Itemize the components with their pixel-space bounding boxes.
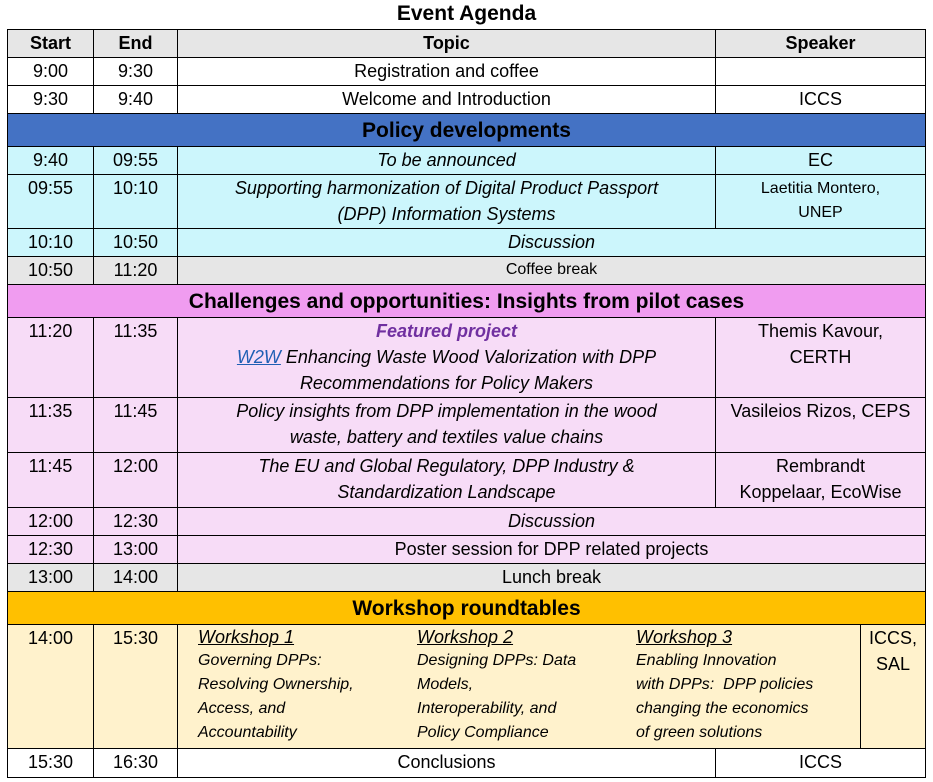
end-time: 9:40	[93, 85, 177, 113]
start-time: 11:35	[7, 397, 93, 452]
speaker-line: Laetitia Montero,	[760, 180, 881, 197]
start-time: 10:10	[7, 228, 93, 256]
topic-line: Policy insights from DPP implementation in the wood	[236, 401, 657, 421]
topic	[177, 452, 715, 507]
end-time: 09:55	[93, 146, 177, 174]
workshop-1-title[interactable]: Workshop 1	[198, 627, 295, 647]
speaker	[860, 624, 926, 748]
start-time: 9:40	[7, 146, 93, 174]
header-start: Start	[7, 29, 93, 57]
topic-line: (DPP) Information Systems	[337, 204, 556, 224]
table-row	[0, 507, 933, 535]
workshop-desc-line: Governing DPPs:	[198, 652, 322, 669]
topic-line: waste, battery and textiles value chains	[289, 427, 604, 447]
topic: Coffee break	[177, 256, 926, 284]
start-time: 12:00	[7, 507, 93, 535]
table-row	[0, 146, 933, 174]
table-row	[0, 452, 933, 507]
end-time: 10:50	[93, 228, 177, 256]
topic: Lunch break	[177, 563, 926, 591]
workshop-2-title[interactable]: Workshop 2	[417, 627, 514, 647]
speaker-line: Themis Kavour,	[757, 321, 884, 341]
speaker-line: ICCS,	[868, 628, 917, 648]
table-row	[0, 228, 933, 256]
end-time: 13:00	[93, 535, 177, 563]
section-title: Policy developments	[7, 113, 926, 146]
topic: Registration and coffee	[177, 57, 715, 85]
speaker: Vasileios Rizos, CEPS	[715, 397, 926, 452]
start-time: 15:30	[7, 748, 93, 778]
speaker-line: Rembrandt	[775, 456, 866, 476]
topic	[177, 174, 715, 228]
workshop-desc-line: Models,	[417, 676, 474, 693]
start-time: 14:00	[7, 624, 93, 748]
workshop-3	[636, 625, 852, 745]
end-time: 16:30	[93, 748, 177, 778]
workshop-desc-line: Policy Compliance	[417, 724, 549, 741]
speaker	[715, 317, 926, 397]
speaker	[715, 452, 926, 507]
section-title: Workshop roundtables	[7, 591, 926, 624]
w2w-link[interactable]: W2W	[236, 347, 281, 367]
topic-line: The EU and Global Regulatory, DPP Industry &	[258, 456, 635, 476]
start-time: 12:30	[7, 535, 93, 563]
featured-project-label: Featured project	[375, 321, 518, 341]
speaker-line: UNEP	[798, 204, 843, 221]
workshop-desc-line: Resolving Ownership,	[198, 676, 354, 693]
section-title: Challenges and opportunities: Insights from pilot cases	[7, 284, 926, 317]
topic-line: Recommendations for Policy Makers	[299, 373, 594, 393]
workshop-3-title[interactable]: Workshop 3	[636, 627, 733, 647]
topic: To be announced	[177, 146, 715, 174]
end-time: 9:30	[93, 57, 177, 85]
end-time: 14:00	[93, 563, 177, 591]
header-end: End	[93, 29, 177, 57]
end-time: 10:10	[93, 174, 177, 228]
speaker-line: CERTH	[789, 347, 852, 367]
workshop-desc-line: Designing DPPs: Data	[417, 652, 577, 669]
table-row	[0, 397, 933, 452]
topic	[177, 317, 715, 397]
speaker	[715, 174, 926, 228]
end-time: 15:30	[93, 624, 177, 748]
header-topic: Topic	[177, 29, 715, 57]
table-row	[0, 174, 933, 228]
workshop-desc-line: of green solutions	[636, 724, 763, 741]
table-row	[0, 85, 933, 113]
workshop-1	[198, 625, 414, 745]
speaker-line: Koppelaar, EcoWise	[739, 482, 902, 502]
table-row	[0, 563, 933, 591]
table-header-row	[0, 29, 933, 57]
workshop-desc-line: Enabling Innovation	[636, 652, 777, 669]
agenda-title: Event Agenda	[396, 2, 537, 25]
table-row	[0, 535, 933, 563]
topic	[177, 397, 715, 452]
topic-line	[178, 344, 715, 370]
topic-line: Standardization Landscape	[337, 482, 556, 502]
workshop-desc-line: Interoperability, and	[417, 700, 557, 717]
table-row	[0, 317, 933, 397]
speaker: ICCS	[715, 748, 926, 778]
table-row	[0, 256, 933, 284]
topic: Welcome and Introduction	[177, 85, 715, 113]
table-row	[0, 57, 933, 85]
workshop-desc-line: Accountability	[198, 724, 297, 741]
start-time: 11:45	[7, 452, 93, 507]
end-time: 12:00	[93, 452, 177, 507]
speaker	[715, 57, 926, 85]
table-row	[0, 624, 933, 748]
section-header-policy	[0, 113, 933, 146]
workshops-cell	[177, 624, 860, 748]
end-time: 11:35	[93, 317, 177, 397]
workshop-desc-line: with DPPs: DPP policies	[636, 676, 814, 693]
start-time: 9:30	[7, 85, 93, 113]
start-time: 09:55	[7, 174, 93, 228]
end-time: 12:30	[93, 507, 177, 535]
topic: Poster session for DPP related projects	[177, 535, 926, 563]
end-time: 11:45	[93, 397, 177, 452]
table-row	[0, 748, 933, 778]
topic: Conclusions	[177, 748, 715, 778]
speaker: ICCS	[715, 85, 926, 113]
speaker: EC	[715, 146, 926, 174]
start-time: 10:50	[7, 256, 93, 284]
section-header-pilot	[0, 284, 933, 317]
topic: Discussion	[177, 507, 926, 535]
topic: Discussion	[177, 228, 926, 256]
workshop-2	[417, 625, 633, 745]
topic-line-rest: Enhancing Waste Wood Valorization with DPP	[280, 347, 657, 367]
section-header-workshop	[0, 591, 933, 624]
header-speaker: Speaker	[715, 29, 926, 57]
speaker-line: SAL	[875, 654, 911, 674]
workshop-desc-line: Access, and	[198, 700, 286, 717]
topic-line: Supporting harmonization of Digital Product Passport	[234, 178, 659, 198]
end-time: 11:20	[93, 256, 177, 284]
start-time: 11:20	[7, 317, 93, 397]
start-time: 13:00	[7, 563, 93, 591]
workshop-desc-line: changing the economics	[636, 700, 809, 717]
start-time: 9:00	[7, 57, 93, 85]
